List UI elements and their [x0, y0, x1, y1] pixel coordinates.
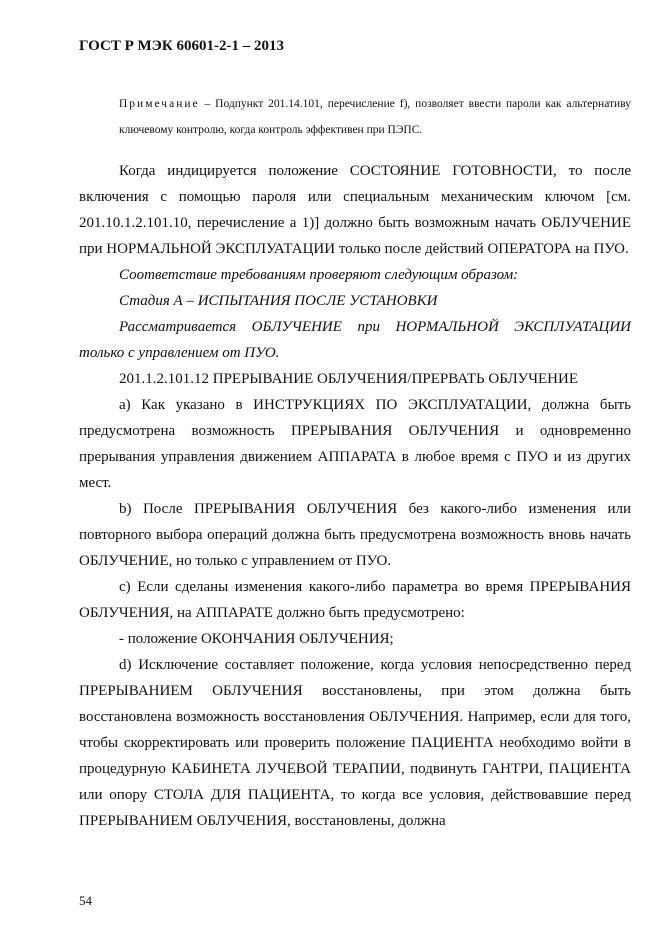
paragraph-item-d: d) Исключение составляет положение, когда условия непосредственно перед ПРЕРЫВАНИЕМ ОБЛУЧЕНИЯ восстановлены, при этом должна быть восстановлена возможность восстановления ОБЛУЧЕНИЯ. Например, если для того, чтобы скорректировать или проверить положение ПАЦИЕНТА необходимо войти в процедурную КАБИНЕТА ЛУЧЕВОЙ ТЕРАПИИ, подвинуть ГАНТРИ, ПАЦИЕНТА или опору СТОЛА ДЛЯ ПАЦИЕНТА, то когда все условия, действовавшие перед ПРЕРЫВАНИЕМ ОБЛУЧЕНИЯ, восстановлены, должна: [79, 657, 631, 829]
body-text: [79, 158, 631, 834]
note-block: [79, 91, 631, 143]
note-text: – Подпункт 201.14.101, перечисление f), позволяет ввести пароли как альтернативу ключевому контролю, когда контроль эффективен при ПЭПС.: [119, 98, 631, 136]
document-header: ГОСТ Р МЭК 60601-2-1 – 2013: [79, 38, 284, 54]
paragraph-considered: Рассматривается ОБЛУЧЕНИЕ при НОРМАЛЬНОЙ ЭКСПЛУАТАЦИИ только с управлением от ПУО.: [79, 319, 631, 361]
paragraph-item-b: b) После ПРЕРЫВАНИЯ ОБЛУЧЕНИЯ без какого-либо изменения или повторного выбора операций должна быть предусмотрена возможность вновь начать ОБЛУЧЕНИЕ, но только с управлением от ПУО.: [79, 501, 631, 569]
paragraph-item-c: c) Если сделаны изменения какого-либо параметра во время ПРЕРЫВАНИЯ ОБЛУЧЕНИЯ, на АППАРАТЕ должно быть предусмотрено:: [79, 579, 631, 621]
note-label: Примечание: [119, 98, 200, 110]
paragraph-item-c-bullet: - положение ОКОНЧАНИЯ ОБЛУЧЕНИЯ;: [119, 631, 394, 647]
page-number: 54: [79, 893, 92, 908]
paragraph-stage-a: Стадия А – ИСПЫТАНИЯ ПОСЛЕ УСТАНОВКИ: [119, 293, 438, 309]
paragraph-compliance-check: Соответствие требованиям проверяют следующим образом:: [119, 267, 519, 283]
section-heading: 201.1.2.101.12 ПРЕРЫВАНИЕ ОБЛУЧЕНИЯ/ПРЕРВАТЬ ОБЛУЧЕНИЕ: [119, 371, 578, 387]
paragraph-item-a: a) Как указано в ИНСТРУКЦИЯХ ПО ЭКСПЛУАТАЦИИ, должна быть предусмотрена возможность ПРЕРЫВАНИЯ ОБЛУЧЕНИЯ и одновременно прерывания управления движением АППАРАТА в любое время с ПУО и из других мест.: [79, 397, 631, 491]
note-line: [79, 91, 631, 143]
paragraph-ready-state: Когда индицируется положение СОСТОЯНИЕ ГОТОВНОСТИ, то после включения с помощью пароля или специальным механическим ключом [см. 201.10.1.2.101.10, перечисление а 1)] должно быть возможным начать ОБЛУЧЕНИЕ при НОРМАЛЬНОЙ ЭКСПЛУАТАЦИИ только после действий ОПЕРАТОРА на ПУО.: [79, 163, 631, 257]
